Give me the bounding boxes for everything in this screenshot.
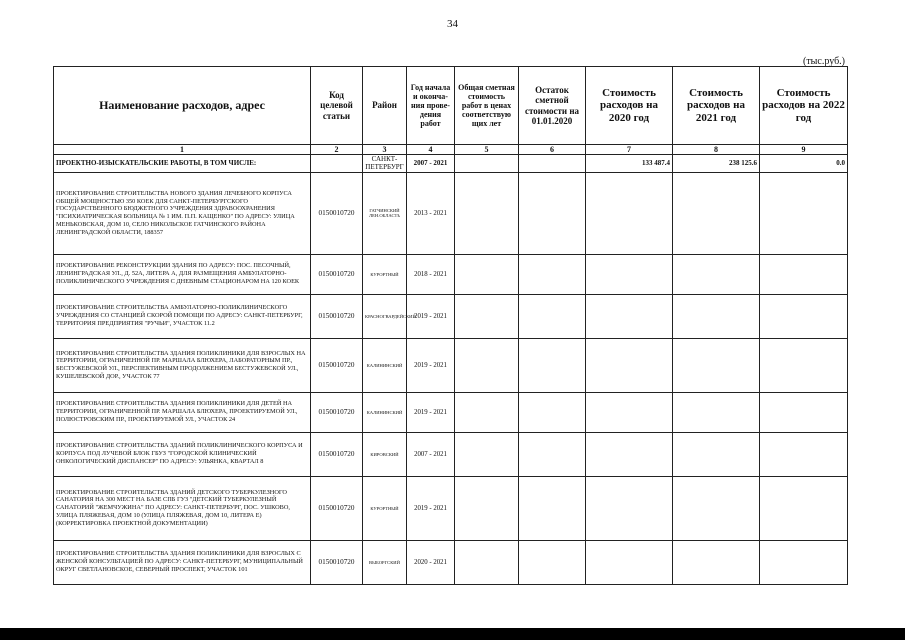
row-remaining (519, 432, 586, 476)
row-cost-2022 (760, 254, 848, 294)
row-cost-2022 (760, 476, 848, 540)
row-name: ПРОЕКТИРОВАНИЕ СТРОИТЕЛЬСТВА ЗДАНИЙ ПОЛИКЛИНИЧЕСКОГО КОРПУСА И КОРПУСА ПОД ЛУЧЕВОЙ БЛОК ГБУЗ "ГОРОДСКОЙ КЛИНИЧЕСКИЙ ОНКОЛОГИЧЕСКИЙ ДИСПАНСЕР" ПО АДРЕСУ: УЛЬЯНКА, КВАРТАЛ 8 (54, 432, 311, 476)
total-name: ПРОЕКТНО-ИЗЫСКАТЕЛЬСКИЕ РАБОТЫ, В ТОМ ЧИСЛЕ: (54, 155, 311, 173)
row-cost-2022 (760, 432, 848, 476)
row-district: КИРОВСКИЙ (363, 432, 407, 476)
row-total-cost (455, 172, 519, 254)
total-district: САНКТ-ПЕТЕРБУРГ (363, 155, 407, 173)
row-district: КАЛИНИНСКИЙ (363, 392, 407, 432)
row-years: 2019 - 2021 (407, 338, 455, 392)
row-district: КАЛИНИНСКИЙ (363, 338, 407, 392)
row-code: 0150010720 (311, 540, 363, 584)
header-cost-2021: Стоимость расходов на 2021 год (673, 67, 760, 145)
row-remaining (519, 172, 586, 254)
column-number: 8 (673, 145, 760, 155)
header-name: Наименование расходов, адрес (54, 67, 311, 145)
row-name: ПРОЕКТИРОВАНИЕ СТРОИТЕЛЬСТВА НОВОГО ЗДАНИЯ ЛЕЧЕБНОГО КОРПУСА ОБЩЕЙ МОЩНОСТЬЮ 350 КОЕК ДЛЯ САНКТ-ПЕТЕРБУРГСКОГО ГОСУДАРСТВЕННОГО БЮДЖЕТНОГО УЧРЕЖДЕНИЯ ЗДРАВООХРАНЕНИЯ "ПСИХИАТРИЧЕСКАЯ БОЛЬНИЦА № 1 ИМ. П.П. КАЩЕНКО" ПО АДРЕСУ: УЛИЦА МЕНЬКОВСКАЯ, ДОМ 10, СЕЛО НИКОЛЬСКОЕ ГАТЧИНСКОГО РАЙОНА ЛЕНИНГРАДСКОЙ ОБЛАСТИ, 188357 (54, 172, 311, 254)
row-total-cost (455, 254, 519, 294)
header-district: Район (363, 67, 407, 145)
row-code: 0150010720 (311, 392, 363, 432)
row-name: ПРОЕКТИРОВАНИЕ СТРОИТЕЛЬСТВА АМБУЛАТОРНО-ПОЛИКЛИНИЧЕСКОГО УЧРЕЖДЕНИЯ СО СТАНЦИЕЙ СКОРОЙ ПОМОЩИ ПО АДРЕСУ: САНКТ-ПЕТЕРБУРГ, ТЕРРИТОРИЯ ПРЕДПРИЯТИЯ "РУЧЬИ", УЧАСТОК 11.2 (54, 294, 311, 338)
row-total-cost (455, 392, 519, 432)
row-cost-2021 (673, 172, 760, 254)
header-cost-2022: Стоимость расходов на 2022 год (760, 67, 848, 145)
row-cost-2021 (673, 540, 760, 584)
scan-edge-bar (0, 628, 905, 640)
row-cost-2020 (586, 254, 673, 294)
total-cost-2021: 238 125.6 (673, 155, 760, 173)
row-years: 2020 - 2021 (407, 540, 455, 584)
column-number: 4 (407, 145, 455, 155)
row-cost-2022 (760, 338, 848, 392)
table-row (54, 432, 848, 476)
column-number: 9 (760, 145, 848, 155)
total-cost-2022: 0.0 (760, 155, 848, 173)
header-remaining: Остаток сметной стоимости на 01.01.2020 (519, 67, 586, 145)
row-remaining (519, 392, 586, 432)
expenses-table (53, 66, 848, 585)
page-number: 34 (447, 18, 458, 30)
row-district: КУРОРТНЫЙ (363, 476, 407, 540)
table-row (54, 254, 848, 294)
total-years: 2007 - 2021 (407, 155, 455, 173)
row-cost-2020 (586, 338, 673, 392)
header-code: Код целевой статьи (311, 67, 363, 145)
row-name: ПРОЕКТИРОВАНИЕ СТРОИТЕЛЬСТВА ЗДАНИЯ ПОЛИКЛИНИКИ ДЛЯ ВЗРОСЛЫХ С ЖЕНСКОЙ КОНСУЛЬТАЦИЕЙ ПО АДРЕСУ: САНКТ-ПЕТЕРБУРГ, МУНИЦИПАЛЬНЫЙ ОКРУГ СВЕТЛАНОВСКОЕ, СЕВЕРНЫЙ ПРОСПЕКТ, УЧАСТОК 101 (54, 540, 311, 584)
total-cost-2020: 133 487.4 (586, 155, 673, 173)
header-total-cost: Общая сметная стоимость работ в ценах соответствую щих лет (455, 67, 519, 145)
header-row (54, 67, 848, 145)
row-remaining (519, 338, 586, 392)
row-district: ВЫБОРГСКИЙ (363, 540, 407, 584)
table-row (54, 540, 848, 584)
column-number: 5 (455, 145, 519, 155)
row-cost-2020 (586, 432, 673, 476)
row-name: ПРОЕКТИРОВАНИЕ СТРОИТЕЛЬСТВА ЗДАНИЯ ПОЛИКЛИНИКИ ДЛЯ ДЕТЕЙ НА ТЕРРИТОРИИ, ОГРАНИЧЕННОЙ ПР. МАРШАЛА БЛЮХЕРА, ПРОЕКТИРУЕМОЙ УЛ., ПОЛЮСТРОВСКИМ ПР., ПРОЕКТИРУЕМОЙ УЛ., УЧАСТОК 24 (54, 392, 311, 432)
row-code: 0150010720 (311, 432, 363, 476)
total-total-cost (455, 155, 519, 173)
row-total-cost (455, 338, 519, 392)
row-name: ПРОЕКТИРОВАНИЕ РЕКОНСТРУКЦИИ ЗДАНИЯ ПО АДРЕСУ: ПОС. ПЕСОЧНЫЙ, ЛЕНИНГРАДСКАЯ УЛ., Д. 52А, ЛИТЕРА А, ДЛЯ РАЗМЕЩЕНИЯ АМБУЛАТОРНО-ПОЛИКЛИНИЧЕСКОГО УЧРЕЖДЕНИЯ С ДНЕВНЫМ СТАЦИОНАРОМ НА 120 КОЕК (54, 254, 311, 294)
row-cost-2020 (586, 392, 673, 432)
table-row (54, 392, 848, 432)
row-years: 2013 - 2021 (407, 172, 455, 254)
row-years: 2019 - 2021 (407, 392, 455, 432)
total-remaining (519, 155, 586, 173)
row-district: КУРОРТНЫЙ (363, 254, 407, 294)
row-code: 0150010720 (311, 254, 363, 294)
row-total-cost (455, 476, 519, 540)
table-row (54, 476, 848, 540)
row-cost-2021 (673, 294, 760, 338)
row-cost-2021 (673, 254, 760, 294)
row-total-cost (455, 294, 519, 338)
column-number: 1 (54, 145, 311, 155)
row-cost-2020 (586, 540, 673, 584)
row-code: 0150010720 (311, 172, 363, 254)
total-code (311, 155, 363, 173)
row-total-cost (455, 432, 519, 476)
row-name: ПРОЕКТИРОВАНИЕ СТРОИТЕЛЬСТВА ЗДАНИЯ ПОЛИКЛИНИКИ ДЛЯ ВЗРОСЛЫХ НА ТЕРРИТОРИИ, ОГРАНИЧЕННОЙ ПР. МАРШАЛА БЛЮХЕРА, ЛАБОРАТОРНЫМ ПР., БЕСТУЖЕВСКОЙ УЛ., ПЕРСПЕКТИВНЫМ ПРОДОЛЖЕНИЕМ БЕСТУЖЕВСКОЙ УЛ., КУШЕЛЕВСКОЙ ДОР., УЧАСТОК 77 (54, 338, 311, 392)
units-label: (тыс.руб.) (802, 56, 845, 67)
row-code: 0150010720 (311, 476, 363, 540)
row-cost-2020 (586, 172, 673, 254)
row-cost-2021 (673, 476, 760, 540)
header-cost-2020: Стоимость расходов на 2020 год (586, 67, 673, 145)
row-remaining (519, 540, 586, 584)
total-row (54, 155, 848, 173)
table-row (54, 294, 848, 338)
row-remaining (519, 294, 586, 338)
row-district: ГАТЧИНСКИЙ ЛЕН.ОБЛАСТЬ (363, 172, 407, 254)
column-number: 2 (311, 145, 363, 155)
row-name: ПРОЕКТИРОВАНИЕ СТРОИТЕЛЬСТВА ЗДАНИЙ ДЕТСКОГО ТУБЕРКУЛЕЗНОГО САНАТОРИЯ НА 300 МЕСТ НА БАЗЕ СПБ ГУЗ "ДЕТСКИЙ ТУБЕРКУЛЕЗНЫЙ САНАТОРИЙ "ЖЕМЧУЖИНА" ПО АДРЕСУ: САНКТ-ПЕТЕРБУРГ, ПОС. УШКОВО, УЛИЦА ПЛЯЖЕВАЯ, ДОМ 10 (УЛИЦА ПЛЯЖЕВАЯ, ДОМ 10, ЛИТЕРА Е) (КОРРЕКТИРОВКА ПРОЕКТНОЙ ДОКУМЕНТАЦИИ) (54, 476, 311, 540)
row-total-cost (455, 540, 519, 584)
table-row (54, 338, 848, 392)
row-remaining (519, 476, 586, 540)
row-years: 2019 - 2021 (407, 294, 455, 338)
row-cost-2020 (586, 476, 673, 540)
row-code: 0150010720 (311, 294, 363, 338)
row-cost-2022 (760, 540, 848, 584)
row-district: КРАСНОГВАРДЕЙСКИЙ (363, 294, 407, 338)
row-remaining (519, 254, 586, 294)
row-years: 2019 - 2021 (407, 476, 455, 540)
table-row (54, 172, 848, 254)
row-cost-2020 (586, 294, 673, 338)
row-cost-2022 (760, 294, 848, 338)
row-cost-2021 (673, 392, 760, 432)
column-number: 3 (363, 145, 407, 155)
row-cost-2021 (673, 338, 760, 392)
header-years: Год начала и оконча-ния прове-дения работ (407, 67, 455, 145)
row-years: 2018 - 2021 (407, 254, 455, 294)
column-number: 7 (586, 145, 673, 155)
row-cost-2021 (673, 432, 760, 476)
column-number: 6 (519, 145, 586, 155)
column-number-row (54, 145, 848, 155)
row-years: 2007 - 2021 (407, 432, 455, 476)
row-cost-2022 (760, 172, 848, 254)
row-cost-2022 (760, 392, 848, 432)
row-code: 0150010720 (311, 338, 363, 392)
